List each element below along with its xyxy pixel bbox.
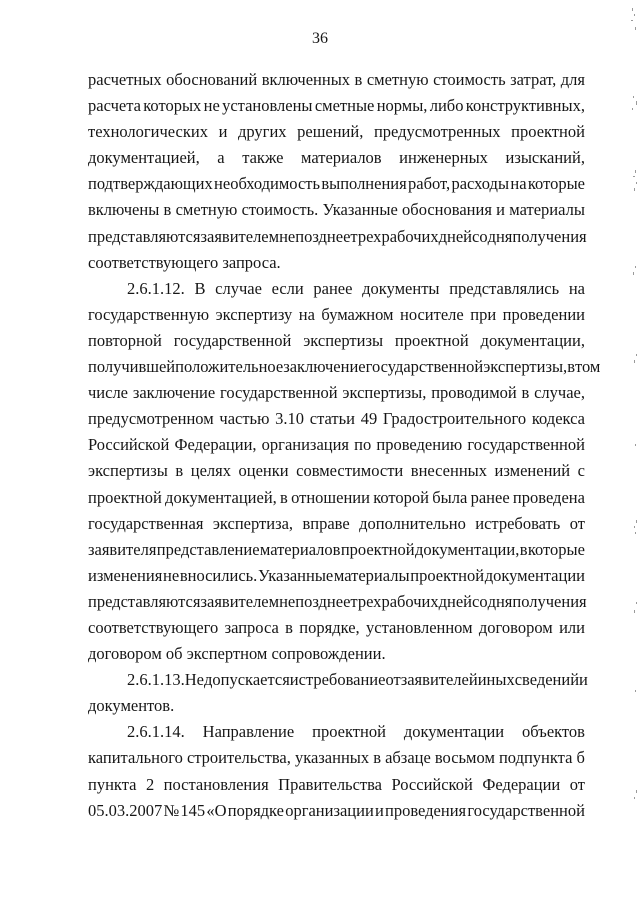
word: заявителем [200, 591, 280, 611]
text-line [88, 745, 585, 771]
word: Федерации, [174, 435, 257, 455]
word: подпункта [498, 748, 573, 768]
word: получения [512, 226, 587, 246]
word: в [373, 748, 381, 768]
text-line [88, 380, 585, 406]
word: расчетных [88, 70, 162, 89]
word: нормы, [376, 96, 428, 116]
word: экспертизу [215, 304, 293, 324]
word: б [576, 748, 585, 768]
word: в [285, 617, 293, 637]
word: проектной [88, 487, 162, 507]
word: которой [373, 487, 430, 507]
word: представляются [88, 591, 201, 611]
word: материалы [509, 200, 585, 220]
word: если [271, 278, 304, 298]
word: документы [362, 278, 440, 298]
word: ранее [470, 487, 510, 507]
word: не [162, 565, 180, 585]
scan-edge-noise [626, 0, 640, 905]
word: позднее [295, 226, 351, 246]
text-line: договором об экспертном сопровождении. [88, 644, 386, 664]
word: получившей [88, 357, 176, 377]
word: и [218, 122, 228, 142]
word: либо [429, 96, 464, 116]
word: договором [478, 617, 553, 637]
text-line [88, 563, 585, 589]
word: стоимость [433, 70, 506, 89]
word: других [238, 122, 287, 142]
word: конструктивных, [465, 96, 585, 116]
text-line [88, 615, 585, 641]
word: получения [512, 591, 587, 611]
word: обоснования [402, 200, 492, 220]
word: организация [261, 435, 350, 455]
word: проводимой [431, 383, 517, 403]
word: технологических [88, 122, 208, 142]
text-line [88, 772, 585, 798]
word: расчета [88, 96, 141, 116]
page-number: 36 [312, 30, 328, 47]
word: вправе [302, 513, 350, 533]
word: государственной [467, 435, 585, 455]
word: не [279, 226, 296, 246]
word: в [354, 70, 363, 89]
word: сведений [514, 670, 580, 690]
word: трех [350, 591, 382, 611]
word: документации, [480, 330, 585, 350]
word: экспертизы, [483, 357, 568, 377]
text-line [88, 93, 585, 119]
word: экспертизы [88, 461, 168, 481]
word: носителе [399, 304, 464, 324]
word: документации [403, 722, 505, 742]
text-line [88, 589, 585, 615]
text-line [88, 197, 585, 223]
word: а [217, 148, 225, 168]
word: в [519, 539, 528, 559]
word: сметные [314, 96, 375, 116]
word: Правительства [278, 774, 383, 794]
word: дней [438, 591, 472, 611]
word: документацией, [88, 148, 200, 168]
word: постановления [163, 774, 269, 794]
word: вносились. [179, 565, 258, 585]
word: повторной [88, 330, 162, 350]
word: Направление [202, 722, 295, 742]
word: в [175, 461, 184, 481]
word: в [567, 357, 575, 377]
word: не [279, 591, 296, 611]
text-line [88, 224, 585, 250]
word: работ, [408, 174, 451, 194]
word: со [472, 591, 488, 611]
word: или [559, 617, 585, 637]
word: пункта [88, 774, 137, 794]
text-line [88, 798, 585, 824]
text-line [88, 458, 585, 484]
word: необходимость [214, 174, 320, 194]
word: рабочих [381, 591, 439, 611]
word: была [432, 487, 468, 507]
word: совместимости [296, 461, 404, 481]
word: 2.6.1.12. [127, 278, 185, 298]
text-line [88, 432, 585, 458]
word: допускается [204, 670, 290, 690]
word: и [496, 200, 506, 220]
word: дня [487, 226, 513, 246]
word: 2.6.1.14. [127, 722, 185, 742]
text-line [88, 719, 585, 745]
word: представление [156, 539, 260, 559]
word: статьи [309, 409, 355, 429]
word: предусмотренных [373, 122, 501, 142]
word: Российской [391, 774, 473, 794]
text-line [88, 67, 585, 93]
word: проектной [410, 565, 485, 585]
word: сметную [366, 70, 429, 89]
word: документацией, [165, 487, 277, 507]
word: дня [487, 591, 513, 611]
word: в [280, 487, 288, 507]
word: Указанные [258, 565, 334, 585]
word: проведена [512, 487, 585, 507]
word: 05.03.2007 [88, 800, 163, 820]
word: на [568, 278, 585, 298]
word: позднее [295, 591, 351, 611]
word: изысканий, [505, 148, 585, 168]
word: государственной [220, 383, 338, 403]
word: Федерации [482, 774, 561, 794]
text-line [88, 354, 601, 380]
word: государственной [173, 330, 292, 350]
word: соответствующего [88, 617, 219, 637]
word: 145 [180, 800, 206, 820]
word: материалы [333, 565, 410, 585]
word: 2.6.1.13. [127, 670, 185, 690]
word: изменений [494, 461, 571, 481]
word: от [569, 513, 585, 533]
word: Градостроительного [382, 409, 527, 429]
word: кодекса [531, 409, 585, 429]
word: установлены [222, 96, 313, 116]
text-line [88, 119, 585, 145]
word: целях [190, 461, 231, 481]
word: внесенных [410, 461, 487, 481]
word: установленном [366, 617, 473, 637]
word: материалов [301, 148, 382, 168]
word: указанных [294, 748, 370, 768]
word: которые [527, 174, 585, 194]
word: капитального [88, 748, 183, 768]
text-line [88, 406, 585, 432]
word: № [163, 800, 180, 820]
word: государственная [88, 513, 204, 533]
word: сметную [175, 200, 238, 220]
word: «О [206, 800, 227, 820]
word: и [579, 670, 588, 690]
word: государственной [365, 357, 484, 377]
text-line [88, 511, 585, 537]
word: истребование [289, 670, 386, 690]
word: которые [527, 539, 585, 559]
word: случае, [534, 383, 585, 403]
text-line [88, 667, 588, 693]
word: с [577, 461, 585, 481]
word: строительства, [186, 748, 291, 768]
word: проектной [312, 722, 386, 742]
word: экспертизы, [342, 383, 427, 403]
word: затрат, [510, 70, 557, 89]
word: Российской [88, 435, 170, 455]
word: истребовать [475, 513, 561, 533]
word: на [298, 304, 315, 324]
word: ранее [313, 278, 353, 298]
word: в [521, 383, 530, 403]
word: проектной [340, 539, 415, 559]
word: запроса [224, 617, 279, 637]
word: иных [477, 670, 515, 690]
word: подтверждающих [88, 174, 213, 194]
word: для [560, 70, 585, 89]
word: стоимость. [241, 200, 319, 220]
word: Не [184, 670, 204, 690]
word: порядке [227, 800, 284, 820]
text-line [88, 537, 585, 563]
text-line: документов. [88, 696, 175, 716]
word: которых [143, 96, 202, 116]
word: дней [438, 226, 472, 246]
word: заключение [283, 357, 366, 377]
word: порядке, [299, 617, 360, 637]
word: включены [88, 200, 160, 220]
word: организации [285, 800, 374, 820]
text-line: соответствующего запроса. [88, 252, 281, 272]
text-line [88, 171, 585, 197]
word: проектной [394, 330, 469, 350]
word: решений, [297, 122, 364, 142]
word: положительное [175, 357, 284, 377]
word: документации, [414, 539, 520, 559]
word: отношении [291, 487, 370, 507]
word: случае [215, 278, 262, 298]
word: 49 [360, 409, 378, 429]
text-line [88, 485, 585, 511]
word: государственную [88, 304, 210, 324]
word: восьмом [434, 748, 495, 768]
word: проведении [502, 304, 585, 324]
word: объектов [522, 722, 585, 742]
word: заявителей [400, 670, 478, 690]
word: В [194, 278, 206, 298]
word: изменения [88, 565, 163, 585]
word: заключение [132, 383, 216, 403]
word: в [163, 200, 172, 220]
word: экспертиза, [212, 513, 294, 533]
word: Указанные [322, 200, 398, 220]
word: проведению [376, 435, 463, 455]
word: также [242, 148, 284, 168]
word: расходы [451, 174, 510, 194]
word: абзаце [385, 748, 431, 768]
word: бумажном [321, 304, 394, 324]
word: дополнительно [359, 513, 466, 533]
word: материалов [259, 539, 341, 559]
text-line [88, 276, 585, 302]
word: представляются [88, 226, 201, 246]
text-line [88, 145, 585, 171]
word: проектной [511, 122, 585, 142]
word: рабочих [381, 226, 439, 246]
word: от [569, 774, 585, 794]
text-line [88, 328, 585, 354]
word: от [385, 670, 401, 690]
word: на [510, 174, 527, 194]
word: заявителем [200, 226, 280, 246]
word: представлялись [449, 278, 560, 298]
word: и [374, 800, 384, 820]
text-line [88, 302, 585, 328]
word: по [354, 435, 372, 455]
word: трех [350, 226, 382, 246]
word: экспертизы [303, 330, 384, 350]
word: при [470, 304, 497, 324]
word: документации [484, 565, 585, 585]
word: 2 [145, 774, 155, 794]
word: 3.10 [275, 409, 305, 429]
word: частью [219, 409, 270, 429]
word: предусмотренном [88, 409, 214, 429]
word: оценки [238, 461, 289, 481]
word: обоснований [166, 70, 258, 89]
word: том [574, 357, 601, 377]
document-body [88, 67, 601, 824]
word: со [472, 226, 488, 246]
word: заявителя [88, 539, 157, 559]
word: включенных [261, 70, 351, 89]
word: инженерных [399, 148, 488, 168]
word: выполнения [321, 174, 407, 194]
word: числе [88, 383, 129, 403]
word: проведения [385, 800, 467, 820]
word: государственной [467, 800, 585, 820]
word: не [203, 96, 220, 116]
